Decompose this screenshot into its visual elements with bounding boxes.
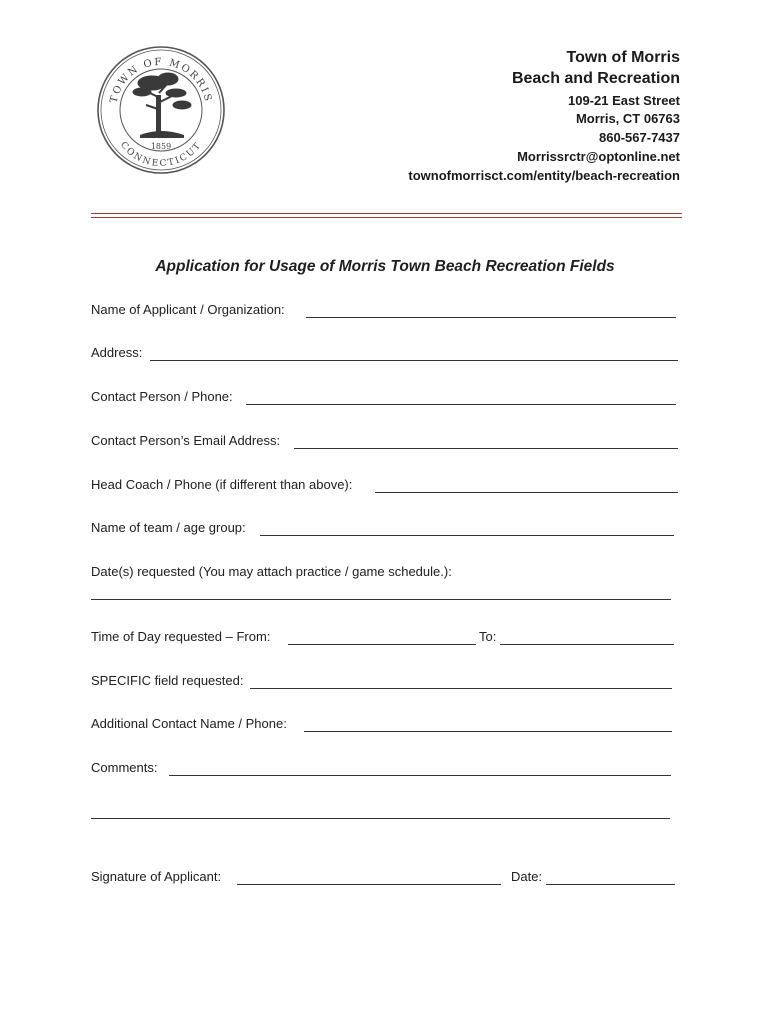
address-label: Address: [91,345,143,360]
website-link[interactable]: townofmorrisct.com/entity/beach-recreation [408,168,680,183]
tree-seal-icon [133,73,191,138]
comments-input-line-2[interactable] [91,818,670,819]
dates-label: Date(s) requested (You may attach practice / game schedule.): [91,564,452,579]
signature-input-line[interactable] [237,884,501,885]
contact-email-input-line[interactable] [294,448,678,449]
town-seal-logo [96,45,226,175]
additional-contact-label: Additional Contact Name / Phone: [91,716,287,731]
seal-year: 1859 [150,142,172,151]
applicant-label: Name of Applicant / Organization: [91,302,285,317]
time-from-label: Time of Day requested – From: [91,629,271,644]
address-street: 109-21 East Street [567,93,680,108]
address-input-line[interactable] [150,360,678,361]
signature-label: Signature of Applicant: [91,869,222,884]
seal-top-text: TOWN OF MORRIS [108,56,214,105]
team-age-label: Name of team / age group: [91,520,246,535]
email-address[interactable]: Morrissrctr@optonline.net [517,149,680,164]
header-divider-top [91,213,682,214]
additional-contact-input-line[interactable] [304,731,672,732]
team-age-input-line[interactable] [260,535,674,536]
contact-email-label: Contact Person’s Email Address: [91,433,281,448]
date-label: Date: [511,869,543,884]
specific-field-label: SPECIFIC field requested: [91,673,244,688]
contact-phone-input-line[interactable] [246,404,676,405]
time-from-input-line[interactable] [288,644,476,645]
time-to-label: To: [479,629,497,644]
date-input-line[interactable] [546,884,675,885]
contact-phone-label: Contact Person / Phone: [91,389,233,404]
org-name: Town of Morris [566,49,680,66]
comments-input-line[interactable] [169,775,671,776]
time-to-input-line[interactable] [500,644,674,645]
seal-bottom-text: CONNECTICUT [117,140,205,170]
dept-name: Beach and Recreation [511,70,680,87]
applicant-input-line[interactable] [306,317,676,318]
head-coach-input-line[interactable] [375,492,678,493]
specific-field-input-line[interactable] [250,688,672,689]
phone-number: 860-567-7437 [599,130,680,145]
form-title: Application for Usage of Morris Town Beach Recreation Fields [155,258,615,275]
comments-label: Comments: [91,760,158,775]
address-city: Morris, CT 06763 [575,111,680,126]
head-coach-label: Head Coach / Phone (if different than above): [91,477,353,492]
header-divider-bottom [91,217,682,218]
dates-input-line[interactable] [91,599,671,600]
